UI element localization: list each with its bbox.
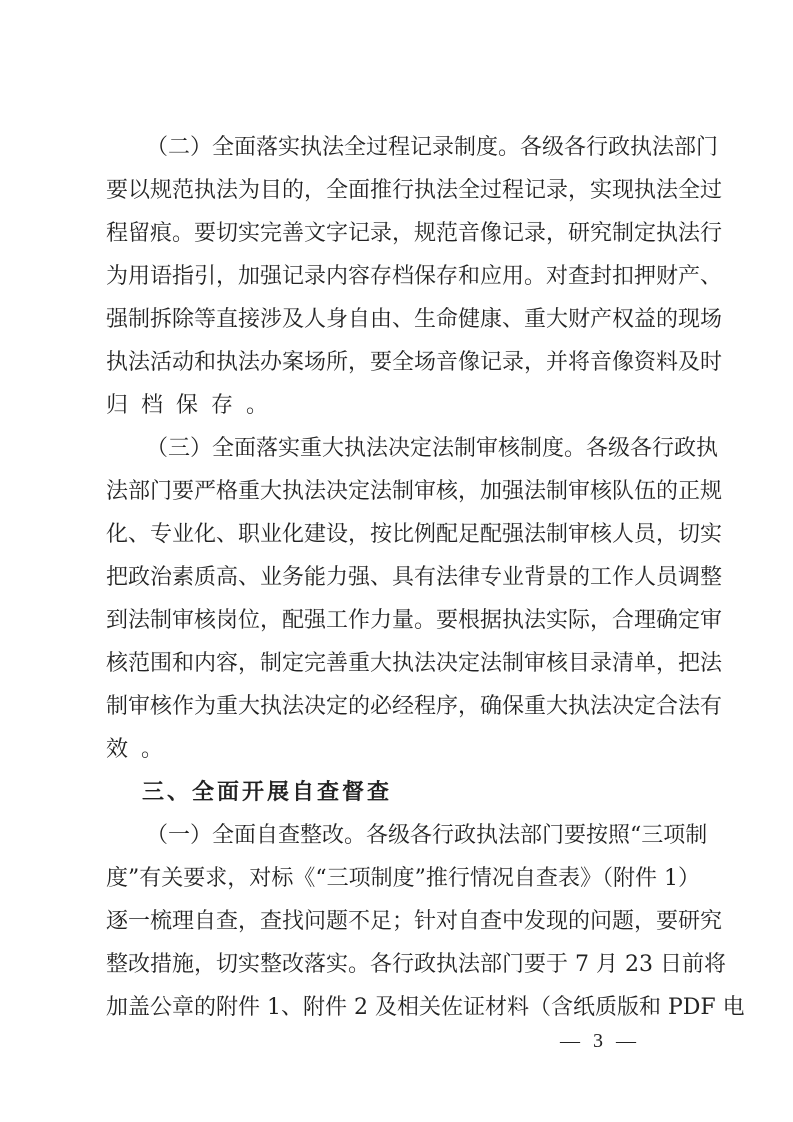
text-line: 加盖公章的附件 1、附件 2 及相关佐证材料（含纸质版和 PDF 电 [106, 995, 745, 1020]
paragraph-record-system [106, 126, 723, 427]
text-line: 化、专业化、职业化建设，按比例配足配强法制审核人员，切实 [106, 522, 723, 547]
text-line: 归档保存。 [106, 393, 282, 418]
text-line: 逐一梳理自查，查找问题不足；针对自查中发现的问题，要研究 [106, 909, 723, 934]
section-heading: 三、全面开展自查督查 [142, 780, 393, 805]
text-line: 要以规范执法为目的，全面推行执法全过程记录，实现执法全过 [106, 178, 723, 203]
text-line: 执法活动和执法办案场所，要全场音像记录，并将音像资料及时 [106, 350, 723, 375]
text-line: 把政治素质高、业务能力强、具有法律专业背景的工作人员调整 [106, 565, 723, 590]
text-line: 法部门要严格重大执法决定法制审核，加强法制审核队伍的正规 [106, 479, 723, 504]
paragraph-legal-review [106, 427, 723, 771]
text-line: 制审核作为重大执法决定的必经程序，确保重大执法决定合法有 [106, 694, 723, 719]
text-line: 度”有关要求，对标《“三项制度”推行情况自查表》（附件 1） [106, 866, 700, 891]
paragraph-self-inspection [106, 814, 745, 1029]
text-line: （三）全面落实重大执法决定法制审核制度。各级各行政执 [146, 436, 719, 461]
text-line: 程留痕。要切实完善文字记录，规范音像记录，研究制定执法行 [106, 221, 723, 246]
text-line: 整改措施，切实整改落实。各行政执法部门要于 7 月 23 日前将 [106, 952, 726, 977]
text-line: 到法制审核岗位，配强工作力量。要根据执法实际，合理确定审 [106, 608, 723, 633]
text-line: 效。 [106, 737, 177, 762]
text-line: （一）全面自查整改。各级各行政执法部门要按照“三项制 [146, 823, 708, 848]
text-line: 强制拆除等直接涉及人身自由、生命健康、重大财产权益的现场 [106, 307, 723, 332]
text-line: 为用语指引，加强记录内容存档保存和应用。对查封扣押财产、 [106, 264, 723, 289]
text-line: （二）全面落实执法全过程记录制度。各级各行政执法部门 [146, 135, 719, 160]
document-body [106, 126, 745, 1029]
text-line: 核范围和内容，制定完善重大执法决定法制审核目录清单，把法 [106, 651, 723, 676]
page-number: — 3 — [560, 1030, 640, 1052]
